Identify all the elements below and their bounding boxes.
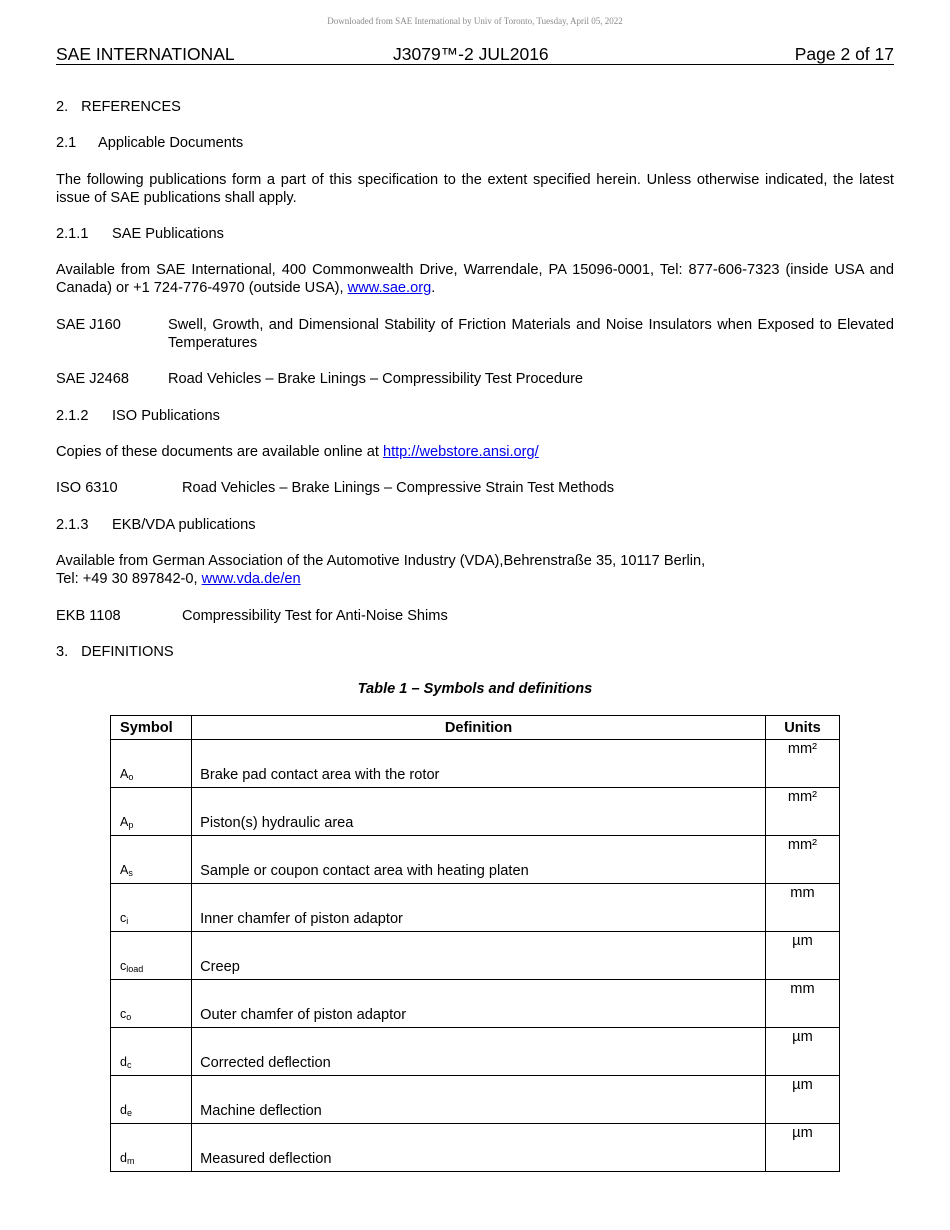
section-number: 2. bbox=[56, 99, 69, 115]
symbol-cell bbox=[111, 788, 192, 836]
section-2-1-2-heading bbox=[56, 407, 220, 425]
ref-title-ekb1108: Compressibility Test for Anti-Noise Shims bbox=[182, 608, 448, 624]
section-2-1-1-heading bbox=[56, 225, 224, 243]
sae-availability-tail: . bbox=[431, 280, 436, 296]
units-cell: mm² bbox=[765, 836, 839, 884]
units-cell: µm bbox=[765, 932, 839, 980]
ref-code-iso6310: ISO 6310 bbox=[56, 480, 118, 496]
units-cell: mm bbox=[765, 980, 839, 1028]
section-2-heading bbox=[56, 98, 181, 116]
symbol-base: c bbox=[120, 959, 127, 973]
table-row bbox=[111, 788, 840, 836]
table-row bbox=[111, 740, 840, 788]
definition-cell: Creep bbox=[192, 932, 766, 980]
section-number: 2.1.1 bbox=[56, 226, 89, 242]
definition-cell: Machine deflection bbox=[192, 1076, 766, 1124]
table-row bbox=[111, 884, 840, 932]
symbol-cell bbox=[111, 980, 192, 1028]
symbol-base: d bbox=[120, 1055, 127, 1069]
table-row bbox=[111, 980, 840, 1028]
symbol-subscript: m bbox=[126, 1156, 135, 1166]
ref-title-j160: Swell, Growth, and Dimensional Stability of Friction Materials and Noise Insulators when Exposed to Elevated Temperatures bbox=[168, 317, 894, 351]
section-title: DEFINITIONS bbox=[81, 644, 174, 660]
units-cell: µm bbox=[765, 1028, 839, 1076]
definition-cell: Measured deflection bbox=[192, 1124, 766, 1172]
download-watermark: Downloaded from SAE International by Univ of Toronto, Tuesday, April 05, 2022 bbox=[327, 16, 623, 26]
definition-column-header: Definition bbox=[192, 716, 766, 740]
table-row bbox=[111, 836, 840, 884]
units-column-header: Units bbox=[765, 716, 839, 740]
symbol-subscript: e bbox=[126, 1108, 132, 1118]
symbol-base: c bbox=[120, 1007, 127, 1021]
symbol-subscript: p bbox=[128, 820, 134, 830]
sae-website-link[interactable]: www.sae.org bbox=[347, 280, 432, 296]
symbol-base: A bbox=[120, 815, 129, 829]
vda-tel-text: Tel: +49 30 897842-0, bbox=[56, 571, 202, 587]
definition-cell: Piston(s) hydraulic area bbox=[192, 788, 766, 836]
section-title: SAE Publications bbox=[112, 226, 224, 242]
units-cell: mm² bbox=[765, 788, 839, 836]
table-row bbox=[111, 1124, 840, 1172]
units-cell: µm bbox=[765, 1076, 839, 1124]
symbol-cell bbox=[111, 932, 192, 980]
symbol-subscript: c bbox=[126, 1060, 132, 1070]
section-2-1-3-heading bbox=[56, 516, 256, 534]
ref-title-iso6310: Road Vehicles – Brake Linings – Compressive Strain Test Methods bbox=[182, 480, 615, 496]
definition-cell: Inner chamfer of piston adaptor bbox=[192, 884, 766, 932]
ref-code-ekb1108: EKB 1108 bbox=[56, 608, 121, 624]
ref-title-j2468: Road Vehicles – Brake Linings – Compressibility Test Procedure bbox=[168, 371, 584, 387]
symbol-base: c bbox=[120, 911, 127, 925]
symbol-base: d bbox=[120, 1151, 127, 1165]
symbol-cell bbox=[111, 740, 192, 788]
symbol-cell bbox=[111, 1124, 192, 1172]
symbol-cell bbox=[111, 1076, 192, 1124]
section-number: 2.1 bbox=[56, 135, 77, 151]
symbol-subscript: i bbox=[126, 916, 129, 926]
section-number: 2.1.2 bbox=[56, 408, 89, 424]
symbol-cell bbox=[111, 836, 192, 884]
iso-availability-text: Copies of these documents are available online at bbox=[56, 444, 383, 460]
section-number: 2.1.3 bbox=[56, 517, 89, 533]
ref-code-j160: SAE J160 bbox=[56, 317, 121, 333]
table-row bbox=[111, 1028, 840, 1076]
symbol-subscript: o bbox=[128, 772, 134, 782]
sae-availability-paragraph bbox=[56, 261, 894, 297]
header-org: SAE INTERNATIONAL bbox=[56, 44, 235, 64]
symbol-base: d bbox=[120, 1103, 127, 1117]
vda-availability-line-1: Available from German Association of the Automotive Industry (VDA),Behrenstraße 35, 10117 Berlin, bbox=[56, 553, 706, 569]
section-number: 3. bbox=[56, 644, 69, 660]
definition-cell: Sample or coupon contact area with heating platen bbox=[192, 836, 766, 884]
table-row bbox=[111, 932, 840, 980]
sae-availability-text: Available from SAE International, 400 Commonwealth Drive, Warrendale, PA 15096-0001, Tel: 877-606-7323 (inside USA and Canada) or +1 724-776-4970 (outside USA), bbox=[56, 262, 894, 296]
units-cell: mm bbox=[765, 884, 839, 932]
page-header bbox=[56, 44, 894, 65]
ref-code-j2468: SAE J2468 bbox=[56, 371, 130, 387]
symbol-cell bbox=[111, 884, 192, 932]
symbols-table bbox=[110, 715, 840, 1172]
section-2-1-paragraph: The following publications form a part of this specification to the extent specified herein. Unless otherwise indicated, the latest issue of SAE publications shall apply. bbox=[56, 172, 894, 206]
symbol-subscript: s bbox=[128, 868, 133, 878]
units-cell: mm² bbox=[765, 740, 839, 788]
section-title: REFERENCES bbox=[81, 99, 181, 115]
vda-website-link[interactable]: www.vda.de/en bbox=[201, 571, 301, 587]
section-title: ISO Publications bbox=[112, 408, 220, 424]
header-page-number: Page 2 of 17 bbox=[794, 44, 894, 64]
section-title: EKB/VDA publications bbox=[112, 517, 256, 533]
vda-availability-line-2 bbox=[56, 570, 301, 588]
header-doc-id: J3079™-2 JUL2016 bbox=[393, 44, 549, 64]
definition-cell: Outer chamfer of piston adaptor bbox=[192, 980, 766, 1028]
definition-cell: Corrected deflection bbox=[192, 1028, 766, 1076]
definition-cell: Brake pad contact area with the rotor bbox=[192, 740, 766, 788]
units-cell: µm bbox=[765, 1124, 839, 1172]
ansi-webstore-link[interactable]: http://webstore.ansi.org/ bbox=[382, 444, 539, 460]
symbol-column-header: Symbol bbox=[111, 716, 192, 740]
table-header-row bbox=[111, 716, 840, 740]
section-title: Applicable Documents bbox=[98, 135, 244, 151]
table-caption: Table 1 – Symbols and definitions bbox=[357, 681, 593, 697]
symbol-base: A bbox=[120, 767, 129, 781]
section-2-1-heading bbox=[56, 134, 243, 152]
symbol-subscript: o bbox=[126, 1012, 132, 1022]
iso-availability-paragraph bbox=[56, 443, 539, 461]
table-row bbox=[111, 1076, 840, 1124]
symbol-base: A bbox=[120, 863, 129, 877]
symbol-subscript: load bbox=[126, 964, 144, 974]
section-3-heading bbox=[56, 643, 174, 661]
symbol-cell bbox=[111, 1028, 192, 1076]
